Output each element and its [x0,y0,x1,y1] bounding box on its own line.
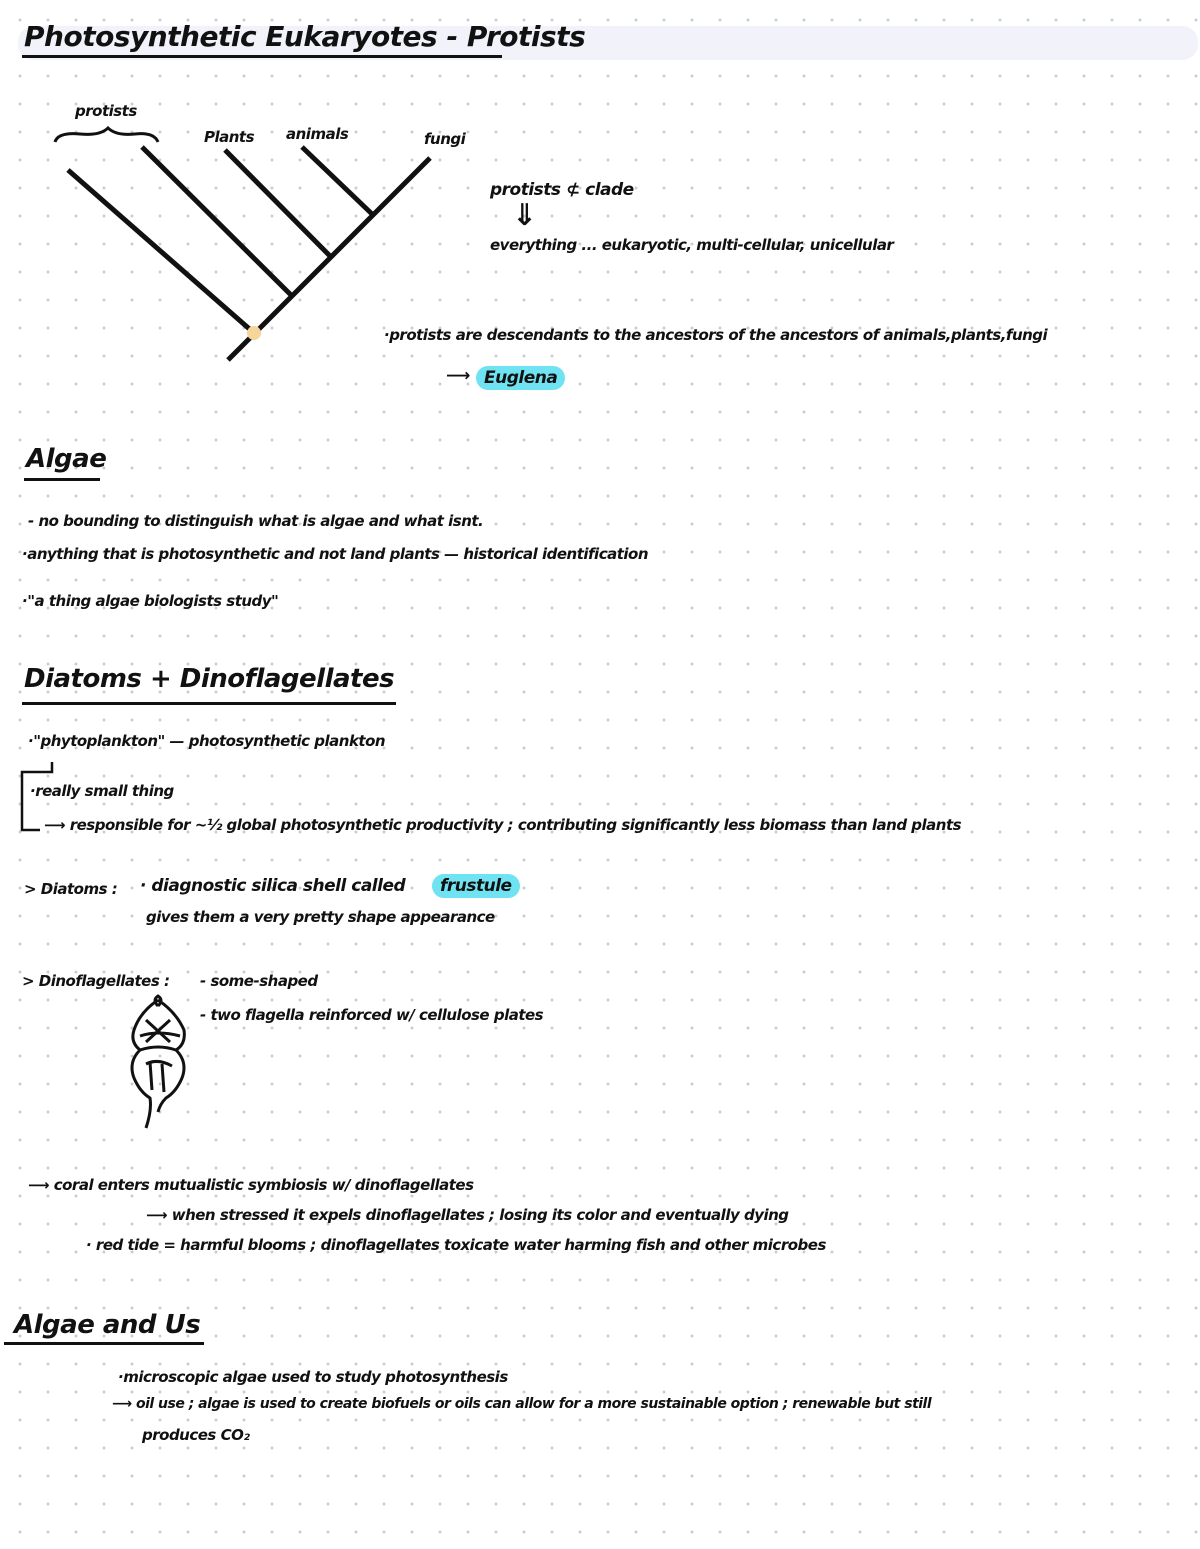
dinoflagellates-line-1: - some-shaped [200,972,318,990]
clade-note-line2: everything ... eukaryotic, multi-cellular, unicellular [490,236,894,254]
protists-brace [55,128,158,142]
diatoms-line-2: gives them a very pretty shape appearance [146,908,495,926]
tree-label-animals: animals [286,125,349,143]
descendants-note: ·protists are descendants to the ancestors of the ancestors of animals,plants,fungi [384,326,1048,344]
phytoplankton-line: ·"phytoplankton" — photosynthetic plankton [28,732,386,750]
algae-uses-line-2: ⟶ oil use ; algae is used to create biofuels or oils can allow for a more sustainable option ; renewable but still [112,1396,932,1412]
dinoflagellates-line-2: - two flagella reinforced w/ cellulose plates [200,1006,544,1024]
tree-branch-protist-2 [142,147,292,296]
algae-and-us-underline [4,1342,204,1345]
algae-heading: Algae [26,444,107,474]
euglena-highlight: Euglena [476,366,565,390]
arrow-right-icon: ⟶ [446,366,470,386]
algae-uses-line-1: ·microscopic algae used to study photosynthesis [118,1368,508,1386]
tree-label-plants: Plants [204,128,255,146]
page-title: Photosynthetic Eukaryotes - Protists [24,20,586,53]
diatoms-line-1: · diagnostic silica shell called [140,876,406,896]
tree-branch-protist-1 [68,170,254,333]
algae-uses-line-3: produces CO₂ [142,1426,250,1444]
algae-and-us-heading: Algae and Us [14,1310,201,1340]
algae-line-1: - no bounding to distinguish what is algae and what isnt. [28,512,484,530]
tree-branch-animals [302,147,372,214]
diatoms-heading: Diatoms + Dinoflagellates [24,664,395,694]
red-tide-line: · red tide = harmful blooms ; dinoflagellates toxicate water harming fish and other microbes [86,1236,826,1254]
tree-label-protists: protists [75,102,137,120]
coral-bleach-line: ⟶ when stressed it expels dinoflagellates ; losing its color and eventually dying [146,1206,789,1224]
tree-branch-plants [225,150,330,256]
dinoflagellates-label: > Dinoflagellates : [22,972,170,990]
algae-underline [24,478,100,481]
responsible-line: ⟶ responsible for ~½ global photosynthetic productivity ; contributing significantly less biomass than land plants [44,816,962,834]
diatoms-underline [22,702,396,705]
implies-arrow-icon: ⇓ [512,198,537,233]
diatoms-label: > Diatoms : [24,880,118,898]
algae-line-3: ·"a thing algae biologists study" [22,592,279,610]
tree-label-fungi: fungi [424,130,466,148]
tree-root-node [247,326,261,340]
dinoflagellate-sketch [132,996,184,1128]
frustule-highlight: frustule [432,874,520,898]
clade-note-line1: protists ⊄ clade [490,180,634,200]
algae-line-2: ·anything that is photosynthetic and not land plants — historical identification [22,545,649,563]
coral-symbiosis-line: ⟶ coral enters mutualistic symbiosis w/ dinoflagellates [28,1176,474,1194]
really-small-line: ·really small thing [30,782,174,800]
